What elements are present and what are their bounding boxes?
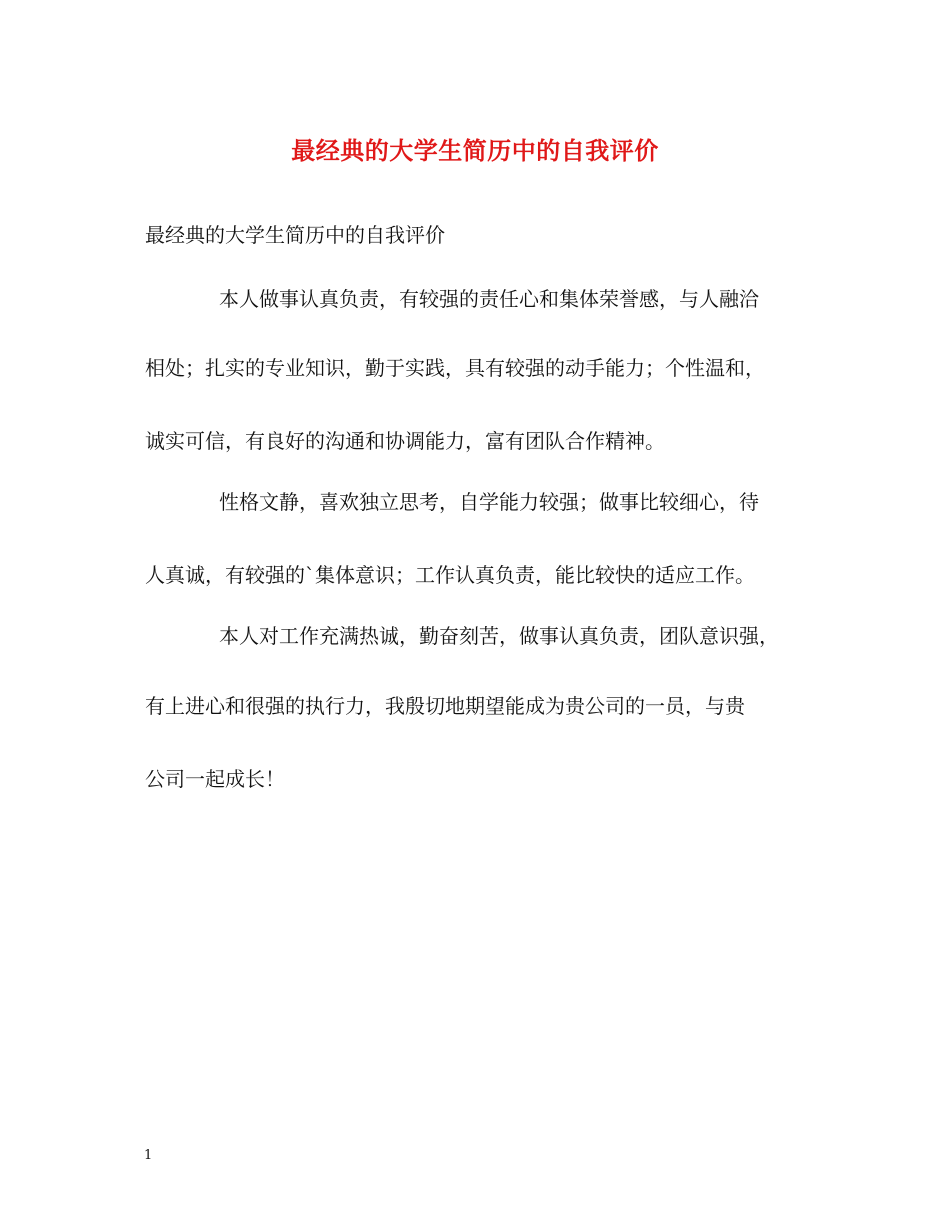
paragraph-line: 本人做事认真负责，有较强的责任心和集体荣誉感，与人融洽: [219, 287, 759, 311]
paragraph-line: 相处；扎实的专业知识，勤于实践，具有较强的动手能力；个性温和，: [145, 356, 765, 380]
paragraph-line: 公司一起成长！: [145, 767, 285, 791]
document-subtitle: 最经典的大学生简历中的自我评价: [145, 223, 445, 247]
paragraph-line: 人真诚，有较强的`集体意识；工作认真负责，能比较快的适应工作。: [145, 563, 755, 587]
page-number: 1: [144, 1148, 153, 1163]
paragraph-line: 本人对工作充满热诚，勤奋刻苦，做事认真负责，团队意识强，: [219, 624, 779, 648]
paragraph-line: 性格文静，喜欢独立思考，自学能力较强；做事比较细心，待: [219, 490, 759, 514]
document-title: 最经典的大学生简历中的自我评价: [291, 136, 659, 165]
paragraph-line: 诚实可信，有良好的沟通和协调能力，富有团队合作精神。: [145, 429, 665, 453]
paragraph-line: 有上进心和很强的执行力，我殷切地期望能成为贵公司的一员，与贵: [145, 694, 745, 718]
